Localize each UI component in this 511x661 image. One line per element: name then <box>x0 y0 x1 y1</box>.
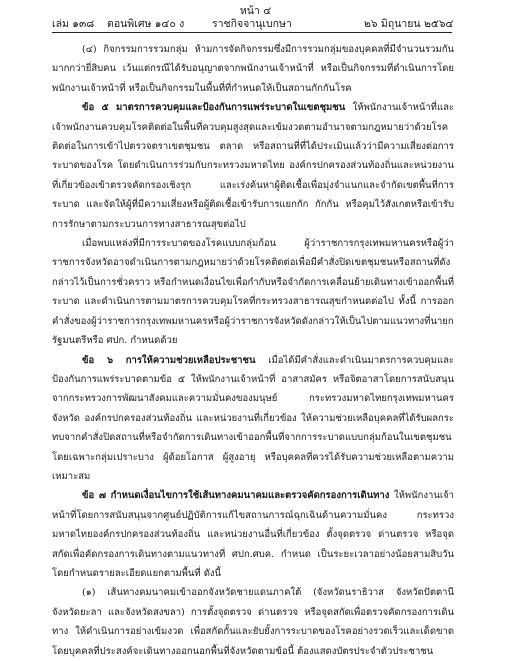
paragraph-text: เมื่อได้มีคำสั่งและดำเนินมาตรการควบคุมและป้องกันการแพร่ระบาดตามข้อ ๕ ให้พนักงานเจ้าหน้าที่ อาสาสมัคร หรือจิตอาสาโดยการสนับสนุนจากกระทรวงการพัฒนาสังคมและความมั่นคงของมนุษย์ กระทรวงมหาดไทยกรุงเทพมหานคร จังหวัด องค์กรปกครองส่วนท้องถิ่น และหน่วยงานที่เกี่ยวข้อง ให้ความช่วยเหลือบุคคลที่ได้รับผลกระทบจากคำสั่งปิดสถานที่หรือจำกัดการเดินทางเข้าออกพื้นที่จากการระบาดแบบกลุ่มก้อนในเขตชุมชน โดยเฉพาะกลุ่มเปราะบาง ผู้ด้อยโอกาส ผู้สูงอายุ หรือบุคคลที่ควรได้รับความช่วยเหลือตามความเหมาะสม <box>52 354 454 482</box>
publication-date: ๒๖ มิถุนายน ๒๕๖๔ <box>364 18 454 30</box>
header-divider <box>52 32 452 33</box>
document-body <box>52 40 454 661</box>
article-heading: ข้อ ๕ มาตรการควบคุมและป้องกันการแพร่ระบาดในเขตชุมชน <box>82 102 353 114</box>
article-heading: ข้อ ๖ การให้ความช่วยเหลือประชาชน <box>82 354 269 366</box>
paragraph-article-5-cont <box>52 234 454 350</box>
paragraph-text: เมื่อพบแหล่งที่มีการระบาดของโรคแบบกลุ่มก้อน ผู้ว่าราชการกรุงเทพมหานครหรือผู้ว่าราชการจังหวัดอาจดำเนินการตามกฎหมายว่าด้วยโรคติดต่อเพื่อมีคำสั่งปิดเขตชุมชนหรือสถานที่ดังกล่าวไว้เป็นการชั่วคราว หรือกำหนดเงื่อนไขเพื่อกำกับหรือจำกัดการเคลื่อนย้ายเดินทางเข้าออกพื้นที่ระบาด และดำเนินการตามมาตรการควบคุมโรคที่กระทรวงสาธารณสุขกำหนดต่อไป ทั้งนี้ การออกคำสั่งของผู้ว่าราชการกรุงเทพมหานครหรือผู้ว่าราชการจังหวัดดังกล่าวให้เป็นไปตามแนวทางที่นายกรัฐมนตรีหรือ ศปก. กำหนดด้วย <box>52 238 454 347</box>
gazette-title: ราชกิจจานุเบกษา <box>212 18 292 30</box>
paragraph-article-6 <box>52 351 454 487</box>
volume-label: เล่ม ๑๓๘ <box>52 18 95 30</box>
page-number: หน้า ๔ <box>239 5 272 17</box>
paragraph-article-5 <box>52 98 454 234</box>
paragraph-text: ให้พนักงานเจ้าหน้าที่และเจ้าพนักงานควบคุมโรคติดต่อในพื้นที่ควบคุมสูงสุดและเข้มงวดตามอำนาจตามกฎหมายว่าด้วยโรคติดต่อในการเข้าไปตรวจตราเขตชุมชน ตลาด หรือสถานที่ที่ได้ประเมินแล้วว่ามีความเสี่ยงต่อการระบาดของโรค โดยดำเนินการร่วมกับกระทรวงมหาดไทย องค์กรปกครองส่วนท้องถิ่นและหน่วยงานที่เกี่ยวข้องเข้าตรวจคัดกรองเชิงรุก และเร่งค้นหาผู้ติดเชื้อเพื่อมุ่งจำแนกและจำกัดเขตพื้นที่การระบาด และจัดให้ผู้ที่มีความเสี่ยงหรือผู้ติดเชื้อเข้ารับการแยกกัก กักกัน หรือคุมไว้สังเกตหรือเข้ารับการรักษาตามกระบวนการทางสาธารณสุขต่อไป <box>52 102 454 230</box>
article-heading: ข้อ ๗ กำหนดเงื่อนไขการใช้เส้นทางคมนาคมและตรวจคัดกรองการเดินทาง <box>82 490 394 502</box>
paragraph-article-7-1 <box>52 583 454 661</box>
paragraph-clause-4-4 <box>52 40 454 98</box>
section-label: ตอนพิเศษ ๑๔๐ ง <box>107 18 185 30</box>
paragraph-article-7 <box>52 486 454 583</box>
paragraph-text: (๑) เส้นทางคมนาคมเข้าออกจังหวัดชายแดนภาคใต้ (จังหวัดนราธิวาส จังหวัดปัตตานีจังหวัดยะลา และจังหวัดสงขลา) การตั้งจุดตรวจ ด่านตรวจ หรือจุดสกัดเพื่อตรวจคัดกรองการเดินทาง ให้ดำเนินการอย่างเข้มงวด เพื่อสกัดกั้นและยับยั้งการระบาดของโรคอย่างรวดเร็วและเด็ดขาดโดยบุคคลที่ประสงค์จะเดินทางออกนอกพื้นที่จังหวัดตามข้อนี้ ต้องแสดงบัตรประจำตัวประชาชน <box>52 587 454 657</box>
paragraph-text: ให้พนักงานเจ้าหน้าที่โดยการสนับสนุนจากศูนย์ปฏิบัติการแก้ไขสถานการณ์ฉุกเฉินด้านความมั่นคง กระทรวงมหาดไทยองค์กรปกครองส่วนท้องถิ่น และหน่วยงานอื่นที่เกี่ยวข้อง ตั้งจุดตรวจ ด่านตรวจ หรือจุดสกัดเพื่อคัดกรองการเดินทางตามแนวทางที่ ศปก.ศบค. กำหนด เป็นระยะเวลาอย่างน้อยสามสิบวันโดยกำหนดรายละเอียดแยกตามพื้นที่ ดังนี้ <box>52 490 454 579</box>
paragraph-text: (๔) กิจกรรมการรวมกลุ่ม ห้ามการจัดกิจกรรมซึ่งมีการรวมกลุ่มของบุคคลที่มีจำนวนรวมกันมากกว่ายี่สิบคน เว้นแต่กรณีได้รับอนุญาตจากพนักงานเจ้าหน้าที่ หรือเป็นกิจกรรมที่ดำเนินการโดยพนักงานเจ้าหน้าที่ หรือเป็นกิจกรรมในพื้นที่ที่กำหนดให้เป็นสถานกักกันโรค <box>52 44 454 94</box>
